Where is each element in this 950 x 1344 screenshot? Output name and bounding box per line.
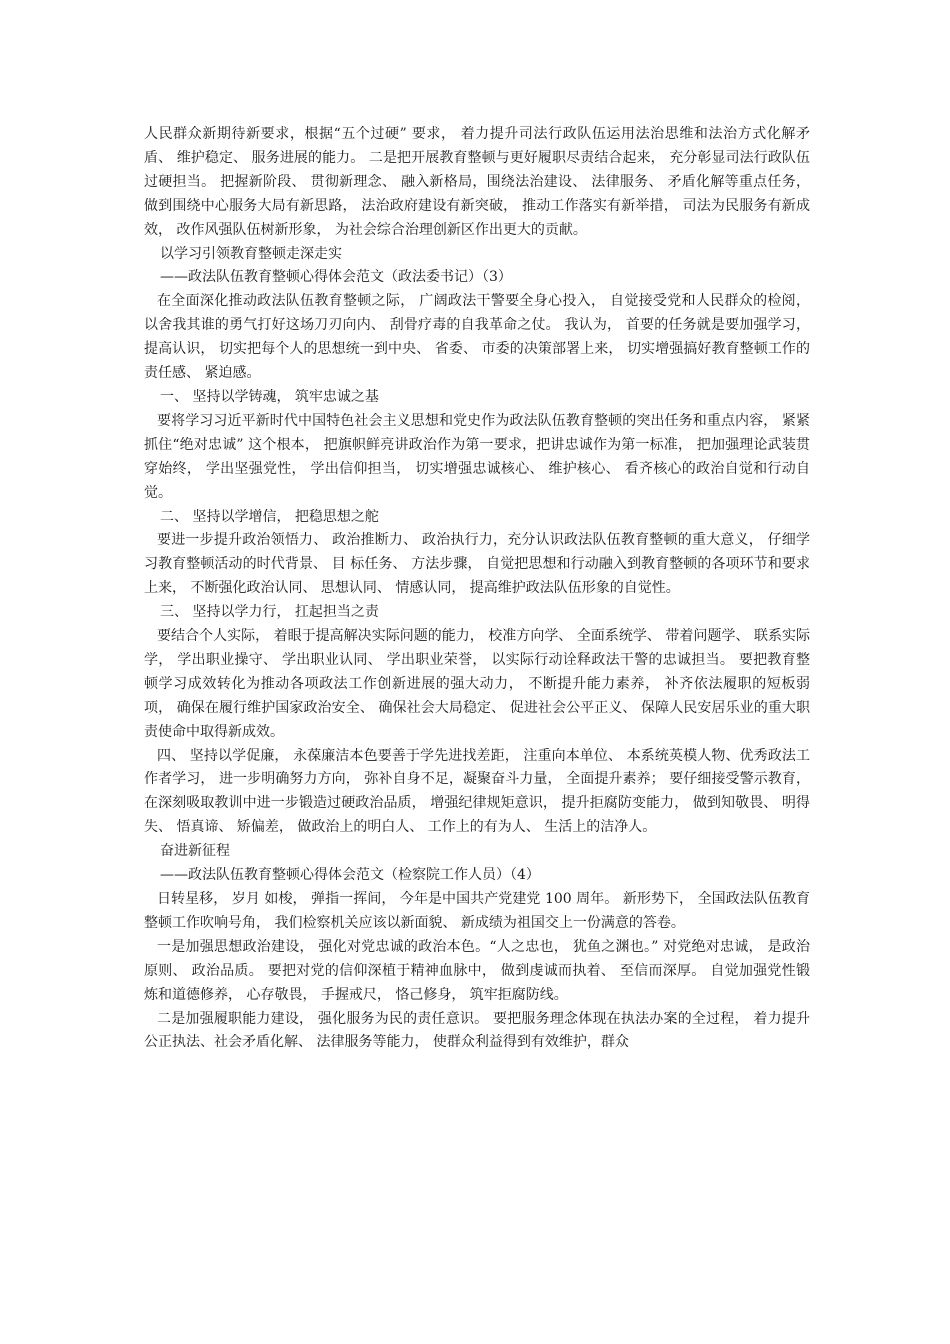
document-page (144, 123, 810, 1055)
body-paragraph: 要进一步提升政治领悟力、 政治推断力、 政治执行力，充分认识政法队伍教育整顿的重大意义， 仔细学习教育整顿活动的时代背景、 目 标任务、 方法步骤， 自觉把思想和行动融入到教育整顿的各项环节和要求上来， 不断强化政治认同、 思想认同、 情感认同， 提高维护政法队伍形象的自觉性。 (144, 532, 810, 597)
section-title: 奋进新征程 (160, 843, 230, 860)
body-paragraph: 在全面深化推动政法队伍教育整顿之际， 广阔政法干警要全身心投入， 自觉接受党和人民群众的检阅， 以舍我其谁的勇气打好这场刀刃向内、 刮骨疗毒的自我革命之仗。 我认为， 首要的任务就是要加强学习， 提高认识， 切实把每个人的思想统一到中央、 省委、 市委的决策部署上来， 切实增强搞好教育整顿工作的责任感、 紧迫感。 (144, 293, 810, 382)
body-paragraph: 人民群众新期待新要求，根据“五个过硬” 要求， 着力提升司法行政队伍运用法治思维和法治方式化解矛盾、 维护稳定、 服务进展的能力。 二是把开展教育整顿与更好履职尽责结合起来， 充分彰显司法行政队伍过硬担当。 把握新阶段、 贯彻新理念、 融入新格局，围绕法治建设、 法律服务、 矛盾化解等重点任务， 做到围绕中心服务大局有新思路， 法治政府建设有新突破， 推动工作落实有新举措， 司法为民服务有新成效， 改作风强队伍树新形象， 为社会综合治理创新区作出更大的贡献。 (144, 126, 810, 238)
body-paragraph: 二是加强履职能力建设， 强化服务为民的责任意识。 要把服务理念体现在执法办案的全过程， 着力提升公正执法、社会矛盾化解、 法律服务等能力， 使群众利益得到有效维护，群众 (144, 1010, 810, 1051)
section-subtitle: ——政法队伍教育整顿心得体会范文（检察院工作人员）（4） (160, 867, 540, 884)
numbered-heading: 一、 坚持以学铸魂， 筑牢忠诚之基 (160, 388, 379, 405)
numbered-heading: 二、 坚持以学增信， 把稳思想之舵 (160, 508, 379, 525)
body-paragraph: 一是加强思想政治建设， 强化对党忠诚的政治本色。“人之忠也， 犹鱼之渊也。” 对党绝对忠诚， 是政治原则、 政治品质。 要把对党的信仰深植于精神血脉中， 做到虔诚而执着、 至信而深厚。 自觉加强党性锻炼和道德修养， 心存敬畏， 手握戒尺， 恪己修身， 筑牢拒腐防线。 (144, 938, 810, 1003)
numbered-heading: 三、 坚持以学力行， 扛起担当之责 (160, 604, 379, 621)
body-paragraph: 日转星移， 岁月 如梭， 弹指一挥间， 今年是中国共产党建党 100 周年。 新形势下， 全国政法队伍教育整顿工作吹响号角， 我们检察机关应该以新面貌、 新成绩为祖国交上一份满意的答卷。 (144, 891, 810, 931)
section-subtitle: ——政法队伍教育整顿心得体会范文（政法委书记）（3） (160, 269, 512, 286)
body-paragraph: 要将学习习近平新时代中国特色社会主义思想和党史作为政法队伍教育整顿的突出任务和重点内容， 紧紧抓住“绝对忠诚” 这个根本， 把旗帜鲜亮讲政治作为第一要求，把讲忠诚作为第一标准， 把加强理论武装贯穿始终， 学出坚强党性， 学出信仰担当， 切实增强忠诚核心、 维护核心、 看齐核心的政治自觉和行动自觉。 (144, 412, 810, 501)
body-paragraph: 要结合个人实际， 着眼于提高解决实际问题的能力， 校准方向学、 全面系统学、 带着问题学、 联系实际学， 学出职业操守、 学出职业认同、 学出职业荣誉， 以实际行动诠释政法干警的忠诚担当。 要把教育整顿学习成效转化为推动各项政法工作创新进展的强大动力， 不断提升能力素养， 补齐依法履职的短板弱项， 确保在履行维护国家政治安全、 确保社会大局稳定、 促进社会公平正义、 保障人民安居乐业的重大职责使命中取得新成效。 (144, 628, 810, 740)
section-title: 以学习引领教育整顿走深走实 (160, 245, 342, 262)
body-paragraph: 四、 坚持以学促廉， 永葆廉洁本色要善于学先进找差距， 注重向本单位、 本系统英模人物、优秀政法工作者学习， 进一步明确努力方向， 弥补自身不足，凝聚奋斗力量， 全面提升素养； 要仔细接受警示教育， 在深刻吸取教训中进一步锻造过硬政治品质， 增强纪律规矩意识， 提升拒腐防变能力， 做到知敬畏、 明得失、 悟真谛、 矫偏差， 做政治上的明白人、 工作上的有为人、 生活上的洁净人。 (144, 747, 810, 836)
